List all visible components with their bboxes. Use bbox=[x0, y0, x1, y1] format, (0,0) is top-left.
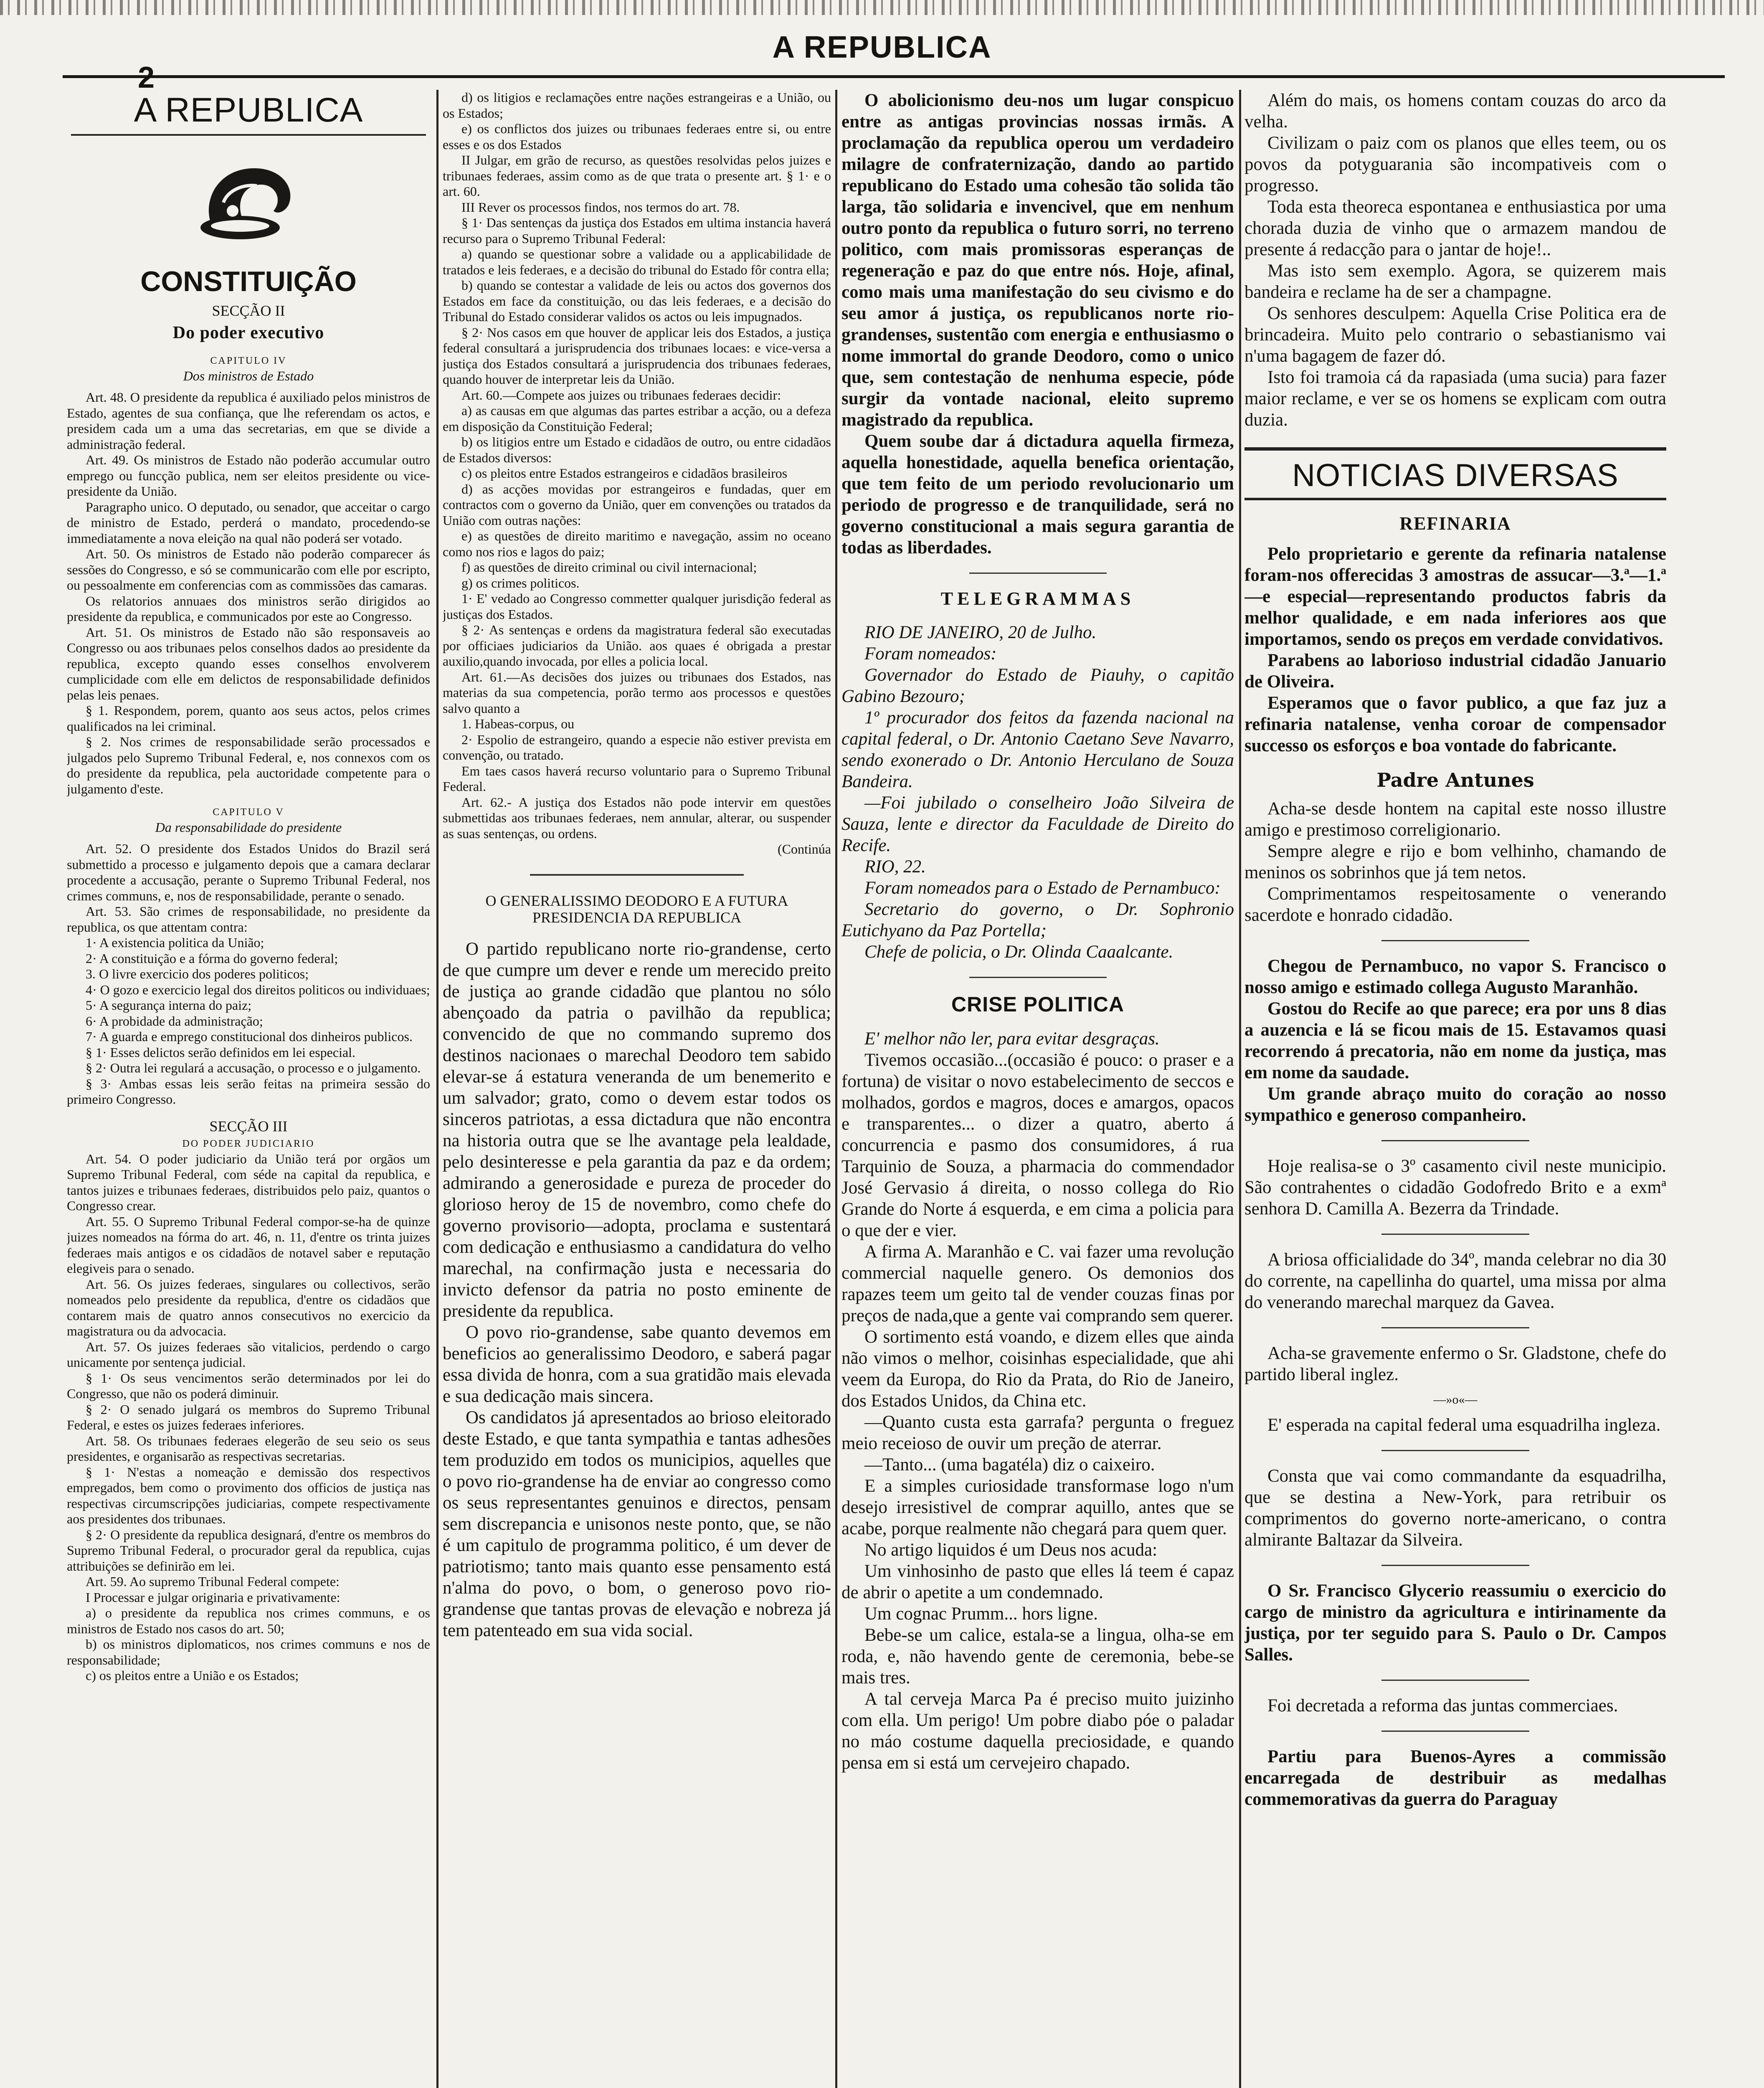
paragraph: a) quando se questionar sobre a validade ou a applicabilidade de tratados e leis federaes, e a decisão do tribunal do Estado fôr contra ella; bbox=[443, 246, 831, 277]
paragraph: Art. 59. Ao supremo Tribunal Federal compete: bbox=[86, 1574, 340, 1589]
divider bbox=[969, 573, 1107, 574]
paragraph: Pelo proprietario e gerente da refinaria natalense foram-nos offerecidas 3 amostras de assucar—3.ª—1.ª—e especial—representando productos fabris da melhor qualidade, e em nada inferiores aos que importamos, sendo os preços em verdade convidativos. bbox=[1244, 544, 1666, 649]
phrygian-cap-emblem-icon bbox=[194, 152, 303, 248]
paragraph: 5· A segurança interna do paiz; bbox=[86, 998, 252, 1013]
column-1 bbox=[67, 90, 430, 2088]
paragraph: Foram nomeados para o Estado de Pernambuco: bbox=[864, 878, 1221, 898]
paragraph: O povo rio-grandense, sabe quanto devemos em beneficios ao generalissimo Deodoro, e saberá pagar essa divida de honra, com a sua gratidão mais elevada e sua dedicação mais sincera. bbox=[443, 1322, 831, 1406]
paragraph: Sempre alegre e rijo e bom velhinho, chamando de meninos os sobrinhos que já tem netos. bbox=[1244, 841, 1666, 882]
paragraph: g) os crimes politicos. bbox=[461, 575, 580, 590]
telegrams-heading: TELEGRAMMAS bbox=[940, 588, 1135, 609]
paragraph: Art. 53. São crimes de responsabilidade, no presidente da republica, os que attentam contra: bbox=[67, 904, 430, 935]
paragraph: Acha-se gravemente enfermo o Sr. Gladstone, chefe do partido liberal inglez. bbox=[1244, 1343, 1666, 1384]
paragraph: —Foi jubilado o conselheiro João Silveira de Sauza, lente e director da Faculdade de Direito do Recife. bbox=[841, 793, 1234, 855]
divider bbox=[1381, 1327, 1529, 1328]
paragraph: III Rever os processos findos, nos termos do art. 78. bbox=[461, 199, 740, 215]
paragraph: Os senhores desculpem: Aquella Crise Politica era de brincadeira. Muito pelo contrario o sebastianismo vai n'uma bagagem de fazer dó. bbox=[1244, 304, 1666, 366]
paragraph: Civilizam o paiz com os planos que elles teem, ou os povos da potyguarania são incompativeis com o progresso. bbox=[1244, 133, 1666, 195]
paragraph: II Julgar, em grão de recurso, as questões resolvidas pelos juizes e tribunaes federaes, assim como as de que trata o presente art. § 1· e o art. 60. bbox=[443, 152, 831, 199]
paragraph: d) as acções movidas por estrangeiros e fundadas, quer em contractos com o governo da União, quer em convenções ou tratados da União com outras nações: bbox=[443, 481, 831, 528]
paragraph: Art. 48. O presidente da republica é auxiliado pelos ministros de Estado, agentes de sua confiança, que lhe referendam os actos, e presidem cada um a uma das secretarias, em que se divide a administração federal. bbox=[67, 390, 430, 452]
divider bbox=[1381, 940, 1529, 941]
divider bbox=[1381, 1140, 1529, 1141]
paragraph: c) os pleitos entre Estados estrangeiros e cidadãos brasileiros bbox=[461, 466, 788, 481]
paragraph: A tal cerveja Marca Pa é preciso muito juizinho com ella. Um perigo! Um pobre diabo póe o paladar no máo costume daquella preciosidade, e quando pensa em si está um cervejeiro chapado. bbox=[841, 1689, 1234, 1773]
paragraph: Comprimentamos respeitosamente o venerando sacerdote e honrado cidadão. bbox=[1244, 884, 1666, 925]
article-title: CONSTITUIÇÃO bbox=[140, 266, 357, 297]
paragraph: Isto foi tramoia cá da rapasiada (uma sucia) para fazer maior reclame, e ver se os homens se explicam com outra duzia. bbox=[1244, 367, 1666, 430]
paragraph: Art. 51. Os ministros de Estado não são responsaveis ao Congresso ou aos tribunaes pelos conselhos dados ao presidente da republica, excepto quando esses conselhos envolverem cumplicidade com elle em delictos de responsabilidade definidos pelas leis penaes. bbox=[67, 624, 430, 702]
paragraph: O Sr. Francisco Glycerio reassumiu o exercicio do cargo de ministro da agricultura e intirinamente da justiça, por ter seguido para S. Paulo o Dr. Campos Salles. bbox=[1244, 1581, 1666, 1665]
paragraph: § 1. Respondem, porem, quanto aos seus actos, pelos crimes qualificados na lei criminal. bbox=[67, 703, 430, 734]
paragraph: § 2· Outra lei regulará a accusação, o processo e o julgamento. bbox=[86, 1060, 421, 1075]
section-label: SECÇÃO III bbox=[209, 1117, 288, 1135]
paragraph: Consta que vai como commandante da esquadrilha, que se destina a New-York, para retribuir os comprimentos do governo norte-americano, o contra almirante Baltazar da Silveira. bbox=[1244, 1466, 1666, 1550]
chapter-subtitle: Dos ministros de Estado bbox=[183, 368, 314, 383]
paragraph: Governador do Estado de Piauhy, o capitão Gabino Bezouro; bbox=[841, 665, 1234, 706]
paragraph: E' esperada na capital federal uma esquadrilha ingleza. bbox=[1267, 1415, 1661, 1435]
divider bbox=[1381, 1234, 1529, 1235]
paragraph: Art. 62.- A justiça dos Estados não pode intervir em questões submettidas aos tribunaes federaes, nem annular, alterar, ou suspender as suas sentenças, ou ordens. bbox=[443, 794, 831, 841]
paragraph: Mas isto sem exemplo. Agora, se quizerem mais bandeira e reclame ha de ser a champagne. bbox=[1244, 261, 1666, 302]
ornament-separator: —»o«— bbox=[1433, 1393, 1478, 1406]
paragraph: Partiu para Buenos-Ayres a commissão encarregada de destribuir as medalhas commemorativas da guerra do Paraguay bbox=[1244, 1747, 1666, 1809]
paragraph: Foram nomeados: bbox=[864, 644, 997, 664]
divider bbox=[1381, 1450, 1529, 1451]
paragraph: Em taes casos haverá recurso voluntario para o Supremo Tribunal Federal. bbox=[443, 763, 831, 794]
paragraph: O abolicionismo deu-nos um lugar conspicuo entre as antigas provincias nossas irmãs. A proclamação da republica operou um verdadeiro milagre de confraternização, dando ao partido republicano do Estado uma cohesão tão solida tão larga, tão solidaria e invencivel, que em nenhum outro ponto da republica o futuro sorri, no terreno politico, com mais promissoras esperanças de regeneração e paz do que entre nós. Hoje, afinal, como mais uma manifestação do seu civismo e do seu amor á justiça, os republicanos norte rio-grandenses, sustentão com energia e enthusiasmo o nome immortal do grande Deodoro, como o unico que, sem contestação de nenhuma especie, póde surgir da vontade nacional, eleito supremo magistrado da republica. bbox=[841, 91, 1234, 430]
paragraph: Art. 52. O presidente dos Estados Unidos do Brazil será submettido a processo e julgamento depois que a camara declarar procedente a accusação, perante o Supremo Tribunal Federal, nos crimes communs, e, nos de responsabilidade, perante o senado. bbox=[67, 841, 430, 903]
paragraph: a) as causas em que algumas das partes estribar a acção, ou a defeza em disposição da Constituição Federal; bbox=[443, 403, 831, 434]
paragraph: Paragrapho unico. O deputado, ou senador, que acceitar o cargo de ministro de Estado, perderá o mandato, procedendo-se immediatamente a nova eleição na qual não poderá ser votado. bbox=[67, 499, 430, 546]
paragraph: e) os conflictos dos juizes ou tribunaes federaes entre si, ou entre esses e os dos Estados bbox=[443, 121, 831, 152]
divider bbox=[969, 977, 1107, 978]
paragraph: § 1· Das sentenças da justiça dos Estados em ultima instancia haverá recurso para o Supremo Tribunal Federal: bbox=[443, 215, 831, 246]
news-subheading: REFINARIA bbox=[1399, 513, 1511, 534]
paragraph: Art. 55. O Supremo Tribunal Federal compor-se-ha de quinze juizes nomeados na fórma do art. 46, n. 11, d'entre os trinta juizes federaes mais antigos e os cidadãos de notavel saber e reputação elegiveis para o senado. bbox=[67, 1214, 430, 1276]
paragraph: § 1· N'estas a nomeação e demissão dos respectivos empregados, bem como o provimento dos officios de justiça nas respectivas circumscripções judiciarias, compete respectivamente aos presidentes dos tribunaes. bbox=[67, 1464, 430, 1526]
column-4 bbox=[1244, 90, 1666, 2088]
section-subtitle: Do poder executivo bbox=[172, 323, 324, 342]
telegram-dateline: RIO DE JANEIRO, 20 de Julho. bbox=[864, 623, 1097, 642]
divider bbox=[530, 874, 744, 876]
paragraph: Tivemos occasião...(occasião é pouco: o praser e a fortuna) de visitar o novo estabelecimento de seccos e molhados, gordos e magros, doces e amargos, opacos e transparentes... o dizer a quatro, aberto á concurrencia e pasmo dos consumidores, á rua Tarquinio de Souza, a pharmacia do commendador José Gervasio á direita, o nosso collega do Rio Grande do Norte á esquerda, e em cima a policia para o que der e vier. bbox=[841, 1050, 1234, 1240]
paragraph: § 2· O senado julgará os membros do Supremo Tribunal Federal, e estes os juizes federaes inferiores. bbox=[67, 1401, 430, 1432]
crise-heading: CRISE POLITICA bbox=[951, 993, 1125, 1016]
paragraph: Art. 61.—As decisões dos juizes ou tribunaes dos Estados, nas materias da sua competencia, porão termo aos processos e questões salvo quanto a bbox=[443, 669, 831, 716]
paragraph: No artigo liquidos é um Deus nos acuda: bbox=[864, 1540, 1158, 1560]
paragraph: Art. 58. Os tribunaes federaes elegerão de seu seio os seus presidentes, e organisarão as respectivas secretarias. bbox=[67, 1433, 430, 1464]
paragraph: § 1· Esses delictos serão definidos em lei especial. bbox=[86, 1044, 356, 1060]
paragraph: b) os ministros diplomaticos, nos crimes communs e nos de responsabilidade; bbox=[67, 1637, 430, 1667]
article-headline: O GENERALISSIMO DEODORO E A FUTURA PRESIDENCIA DA REPUBLICA bbox=[485, 892, 788, 926]
paragraph: Toda esta theoreca espontanea e enthusiastica por uma chorada duzia de vinho que o armazem mandou de presente á redacção para o jantar de hoje!.. bbox=[1244, 197, 1666, 259]
paragraph: A firma A. Maranhão e C. vai fazer uma revolução commercial naquelle genero. Os demonios dos rapazes teem um geito tal de vender couzas finas por preços de nada,que a gente vai comprando sem querer. bbox=[841, 1242, 1234, 1325]
chapter-subtitle: Da responsabilidade do presidente bbox=[155, 820, 342, 835]
paragraph: e) as questões de direito maritimo e navegação, assim no oceano como nos rios e lagos do paiz; bbox=[443, 528, 831, 559]
paragraph: 3. O livre exercicio dos poderes politicos; bbox=[86, 966, 309, 981]
paragraph: Hoje realisa-se o 3º casamento civil neste municipio. São contrahentes o cidadão Godofredo Brito e a exmª senhora D. Camilla A. Bezerra da Trindade. bbox=[1244, 1156, 1666, 1219]
paragraph: Art. 54. O poder judiciario da União terá por orgãos um Supremo Tribunal Federal, com séde na capital da republica, e tantos juizes e tribunaes federaes, distribuidos pelo paiz, quantos o Congresso crear. bbox=[67, 1151, 430, 1213]
paragraph: d) os litigios e reclamações entre nações estrangeiras e a União, ou os Estados; bbox=[443, 90, 831, 121]
column-3 bbox=[841, 90, 1234, 2088]
paragraph: Um vinhosinho de pasto que elles lá teem é capaz de abrir o apetite a um condemnado. bbox=[841, 1561, 1234, 1602]
news-subheading: Padre Antunes bbox=[1376, 769, 1534, 791]
column-rule bbox=[436, 90, 438, 2088]
paragraph: Chefe de policia, o Dr. Olinda Caaalcante. bbox=[864, 942, 1173, 962]
paragraph: Um grande abraço muito do coração ao nosso sympathico e generoso companheiro. bbox=[1244, 1084, 1666, 1125]
paragraph: § 2· Nos casos em que houver de applicar leis dos Estados, a justiça federal consultará a jurisprudencia dos tribunaes locaes: e vice-versa a justiça dos Estados consultará a jurisprudencia dos tribunaes federaes, quando houver de interpretar leis da União. bbox=[443, 324, 831, 387]
paragraph: —Quanto custa esta garrafa? pergunta o freguez meio receioso de ouvir um preção de aterrar. bbox=[841, 1412, 1234, 1453]
paragraph: 1· E' vedado ao Congresso commetter qualquer jurisdição federal as justiças dos Estados. bbox=[443, 591, 831, 622]
chapter-label: CAPITULO V bbox=[213, 807, 284, 818]
paragraph: Bebe-se um calice, estala-se a lingua, olha-se em roda, e, não havendo gente de ceremonia, bebe-se mais tres. bbox=[841, 1625, 1234, 1688]
paragraph: c) os pleitos entre a União e os Estados; bbox=[86, 1668, 299, 1683]
telegram-dateline: RIO, 22. bbox=[864, 857, 926, 877]
paragraph: Gostou do Recife ao que parece; era por uns 8 dias a auzencia e lá se ficou mais de 15. Estavamos quasi recorrendo á precatoria, não em nome da justiça, mas em nome da saudade. bbox=[1244, 999, 1666, 1082]
masthead-title: A REPUBLICA bbox=[772, 30, 992, 64]
paragraph: Os relatorios annuaes dos ministros serão dirigidos ao presidente da republica, e communicados por este ao Congresso. bbox=[67, 593, 430, 624]
paragraph: Os candidatos já apresentados ao brioso eleitorado deste Estado, e que tanta sympathia e tantas adhesões tem produzido em todos os municipios, aquelles que o povo rio-grandense ha de enviar ao congresso como os seus representantes genuinos e directos, pensam sem discrepancia e unisonos neste ponto, que, se não é um capitulo de programma politico, é um dever de patriotismo; tanto mais quanto esse pensamento está n'alma do povo, o bom, o generoso povo rio-grandense que tantas provas de elevação e nobreza já tem patenteado em sua vida social. bbox=[443, 1407, 831, 1640]
paragraph: Art. 56. Os juizes federaes, singulares ou collectivos, serão nomeados pelo presidente da republica, d'entre os cidadãos que contarem mais de quatro annos consecutivos no exercicio da magistratura ou da advocacia. bbox=[67, 1276, 430, 1338]
paragraph: Art. 57. Os juizes federaes são vitalicios, perdendo o cargo unicamente por sentença judicial. bbox=[67, 1339, 430, 1370]
paragraph: § 2· As sentenças e ordens da magistratura federal são executadas por officiaes judiciarios da União. aos quaes é obrigada a prestar auxilio,quando invocada, por elles a policia local. bbox=[443, 622, 831, 669]
paragraph: Parabens ao laborioso industrial cidadão Januario de Oliveira. bbox=[1244, 651, 1666, 692]
paragraph: 6· A probidade da administração; bbox=[86, 1013, 263, 1029]
paragraph: Além do mais, os homens contam couzas do arco da velha. bbox=[1244, 91, 1666, 132]
paragraph: Art. 60.—Compete aos juizes ou tribunaes federaes decidir: bbox=[461, 387, 781, 403]
page-number: 2 bbox=[138, 61, 155, 94]
paragraph: A briosa officialidade do 34º, manda celebrar no dia 30 do corrente, na capellinha do quartel, uma missa por alma do venerando marechal marquez da Gavea. bbox=[1244, 1250, 1666, 1312]
nameplate: A REPUBLICA bbox=[71, 90, 426, 136]
paragraph: Chegou de Pernambuco, no vapor S. Francisco o nosso amigo e estimado collega Augusto Maranhão. bbox=[1244, 956, 1666, 997]
paragraph: § 3· Ambas essas leis serão feitas na primeira sessão do primeiro Congresso. bbox=[67, 1076, 430, 1107]
paragraph: § 2· O presidente da republica designará, d'entre os membros do Supremo Tribunal Federal, o procurador geral da republica, cujas attribuições se definirão em lei. bbox=[67, 1527, 430, 1574]
section-heading: NOTICIAS DIVERSAS bbox=[1244, 447, 1666, 500]
paragraph: f) as questões de direito criminal ou civil internacional; bbox=[461, 560, 757, 575]
continued-note: (Continúa bbox=[778, 841, 831, 856]
paragraph: b) os litigios entre um Estado e cidadãos de outro, ou entre cidadãos de Estados diversos: bbox=[443, 434, 831, 465]
paragraph: Acha-se desde hontem na capital este nosso illustre amigo e prestimoso correligionario. bbox=[1244, 799, 1666, 840]
paragraph: Art. 50. Os ministros de Estado não poderão comparecer ás sessões do Congresso, e só se communicarão com elle por escripto, ou pessoalmente em conferencias com as commissões das camaras. bbox=[67, 546, 430, 593]
paragraph: a) o presidente da republica nos crimes communs, e os ministros de Estado nos casos do art. 50; bbox=[67, 1605, 430, 1636]
divider bbox=[1381, 1731, 1529, 1732]
paragraph: 1º procurador dos feitos da fazenda nacional na capital federal, o Dr. Antonio Caetano Seve Navarro, sendo exonerado o Dr. Antonio Herculano de Souza Bandeira. bbox=[841, 708, 1234, 791]
paragraph: Quem soube dar á dictadura aquella firmeza, aquella honestidade, aquella benefica orientação, que tem feito de um periodo revolucionario um periodo de progresso e de tranquilidade, será no governo constitucional a mais segura garantia de todas as liberdades. bbox=[841, 431, 1234, 557]
divider bbox=[1381, 1680, 1529, 1681]
paragraph: Secretario do governo, o Dr. Sophronio Eutichyano da Paz Portella; bbox=[841, 900, 1234, 940]
paragraph: § 1· Os seus vencimentos serão determinados por lei do Congresso, que não os poderá diminuir. bbox=[67, 1370, 430, 1401]
paragraph: Um cognac Prumm... hors ligne. bbox=[864, 1604, 1098, 1624]
scan-damage-band bbox=[0, 0, 1764, 15]
paragraph: 7· A guarda e emprego constitucional dos dinheiros publicos. bbox=[86, 1029, 413, 1044]
column-rule bbox=[1239, 90, 1241, 2088]
paragraph: E a simples curiosidade transformase logo n'um desejo irresistivel de comprar aquillo, antes que se acabe, porque realmente não chegará para quem quer. bbox=[841, 1476, 1234, 1538]
paragraph: O sortimento está voando, e dizem elles que ainda não vimos o melhor, coisinhas especialidade, que ahi veem da Europa, do Rio da Prata, do Rio de Janeiro, dos Estados Unidos, da China etc. bbox=[841, 1327, 1234, 1411]
chapter-label: CAPITULO IV bbox=[210, 355, 287, 366]
paragraph: I Processar e julgar originaria e privativamente: bbox=[86, 1589, 340, 1605]
paragraph: E' melhor não ler, para evitar desgraças. bbox=[864, 1029, 1160, 1049]
paragraph: 1. Habeas-corpus, ou bbox=[461, 716, 575, 731]
paragraph: Art. 49. Os ministros de Estado não poderão accumular outro emprego ou funcção publica, nem ser eleitos presidente ou vice-presidente da União. bbox=[67, 452, 430, 499]
paragraph: Foi decretada a reforma das juntas commerciaes. bbox=[1267, 1696, 1618, 1716]
section-subtitle: DO PODER JUDICIARIO bbox=[182, 1138, 315, 1149]
paragraph: 2· Espolio de estrangeiro, quando a especie não estiver prevista em convenção, ou tratado. bbox=[443, 732, 831, 763]
paragraph: —Tanto... (uma bagatéla) diz o caixeiro. bbox=[864, 1455, 1155, 1475]
divider bbox=[1381, 1565, 1529, 1566]
paragraph: 4· O gozo e exercicio legal dos direitos politicos ou individuaes; bbox=[86, 982, 430, 997]
paragraph: Esperamos que o favor publico, a que faz juz a refinaria natalense, venha coroar de compensador successo os esforços e boa vontade do fabricante. bbox=[1244, 693, 1666, 755]
column-2 bbox=[443, 90, 831, 2088]
paragraph: O partido republicano norte rio-grandense, certo de que cumpre um dever e rende um merecido preito de justiça ao grande cidadão que plantou no sólo abençoado da patria o pavilhão da republica; convencido de que no commando supremo dos destinos nacionaes o marechal Deodoro tem sabido elevar-se á estatura veneranda de um benemerito e um salvador; grato, como o devem estar todos os sinceros patriotas, a essa dictadura que não encontra na historia outra que se lhe avantage pela lealdade, pelo desinteresse e pela garantia da paz e da ordem; admirando a generosidade e pureza de proceder do glorioso heroy de 15 de novembro, como chefe do governo provisorio—adopta, proclama e sustentará com dedicação e enthusiasmo a candidatura do velho marechal, na confirmação justa e necessaria do invicto defensor da patria no posto eminente de presidente da republica. bbox=[443, 939, 831, 1321]
paragraph: b) quando se contestar a validade de leis ou actos dos governos dos Estados em face da constituição, ou das leis federaes, e a decisão do Tribunal do Estado considerar validos os actos ou leis impugnados. bbox=[443, 278, 831, 324]
column-rule bbox=[835, 90, 837, 2088]
paragraph: 2· A constituição e a fórma do governo federal; bbox=[86, 950, 338, 966]
paragraph: § 2. Nos crimes de responsabilidade serão processados e julgados pelo Supremo Tribunal Federal, e, nos connexos com os do presidente da republica, pela auctoridade competente para o julgamento d'este. bbox=[67, 734, 430, 796]
section-label: SECÇÃO II bbox=[212, 302, 285, 319]
paragraph: 1· A existencia politica da União; bbox=[86, 935, 264, 950]
